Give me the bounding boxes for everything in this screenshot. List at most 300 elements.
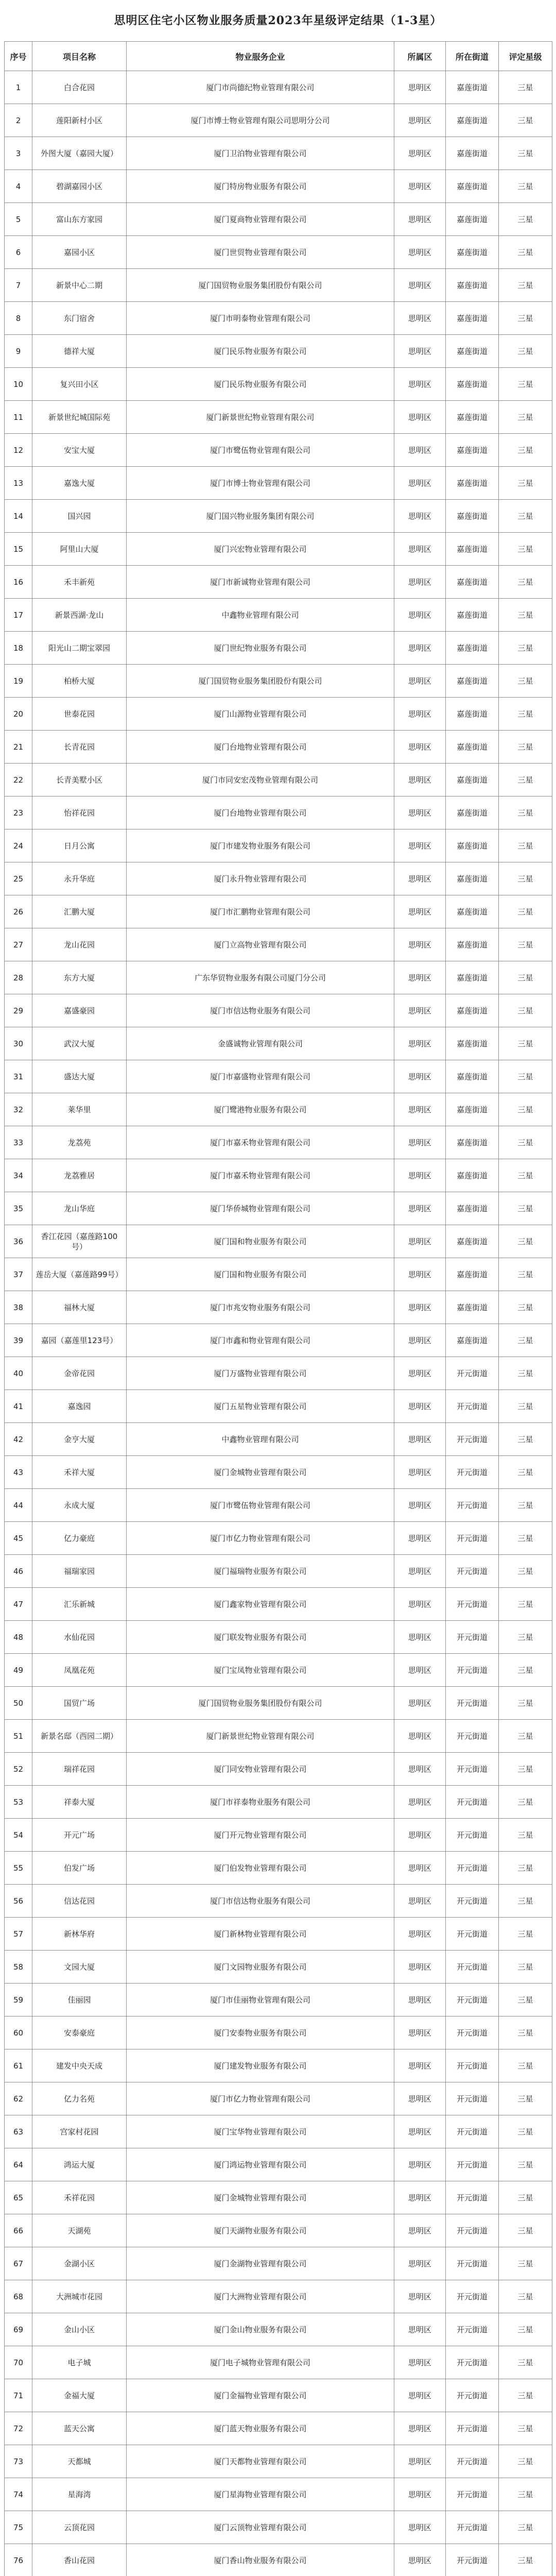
cell-no: 55: [5, 1852, 32, 1885]
cell-street: 开元街道: [446, 1984, 499, 2016]
cell-street: 开元街道: [446, 2313, 499, 2346]
cell-company: 厦门特房物业服务有限公司: [127, 170, 394, 203]
cell-no: 56: [5, 1885, 32, 1918]
cell-no: 28: [5, 961, 32, 994]
cell-name: 长青美墅小区: [32, 764, 127, 796]
cell-company: 厦门市兆安物业服务有限公司: [127, 1291, 394, 1324]
cell-district: 思明区: [394, 1159, 446, 1192]
cell-district: 思明区: [394, 2214, 446, 2247]
cell-name: 宫家村花园: [32, 2115, 127, 2148]
cell-street: 开元街道: [446, 2247, 499, 2280]
table-row: [5, 1555, 552, 1588]
cell-name: 龙荔雅居: [32, 1159, 127, 1192]
cell-no: 51: [5, 1720, 32, 1753]
cell-name: 香山花园: [32, 2544, 127, 2576]
cell-no: 16: [5, 566, 32, 599]
cell-street: 嘉莲街道: [446, 764, 499, 796]
cell-district: 思明区: [394, 632, 446, 665]
cell-company: 厦门五星物业管理有限公司: [127, 1390, 394, 1423]
cell-star: 三星: [499, 1720, 552, 1753]
cell-district: 思明区: [394, 1852, 446, 1885]
cell-star: 三星: [499, 1852, 552, 1885]
cell-no: 7: [5, 269, 32, 302]
cell-name: 德祥大厦: [32, 335, 127, 368]
cell-district: 思明区: [394, 731, 446, 764]
cell-street: 开元街道: [446, 2544, 499, 2576]
cell-street: 开元街道: [446, 2379, 499, 2412]
cell-district: 思明区: [394, 829, 446, 862]
cell-name: 新景西湖·龙山: [32, 599, 127, 632]
header-name: 项目名称: [32, 42, 127, 71]
cell-district: 思明区: [394, 368, 446, 401]
cell-star: 三星: [499, 104, 552, 137]
cell-star: 三星: [499, 2115, 552, 2148]
cell-no: 17: [5, 599, 32, 632]
cell-district: 思明区: [394, 1951, 446, 1984]
cell-no: 42: [5, 1423, 32, 1456]
cell-star: 三星: [499, 1654, 552, 1687]
table-row: [5, 764, 552, 796]
cell-no: 38: [5, 1291, 32, 1324]
cell-district: 思明区: [394, 2082, 446, 2115]
cell-district: 思明区: [394, 665, 446, 698]
cell-company: 厦门蓝天物业服务有限公司: [127, 2412, 394, 2445]
cell-star: 三星: [499, 1324, 552, 1357]
cell-company: 厦门市鹭伍物业管理有限公司: [127, 434, 394, 467]
cell-district: 思明区: [394, 533, 446, 566]
cell-district: 思明区: [394, 1291, 446, 1324]
table-row: [5, 2247, 552, 2280]
cell-star: 三星: [499, 1918, 552, 1951]
cell-company: 厦门市信达物业服务有限公司: [127, 994, 394, 1027]
cell-street: 开元街道: [446, 1885, 499, 1918]
cell-company: 厦门华侨城物业管理有限公司: [127, 1192, 394, 1225]
cell-name: 建发中央天成: [32, 2049, 127, 2082]
table-row: [5, 1225, 552, 1258]
cell-star: 三星: [499, 2379, 552, 2412]
table-row: [5, 2544, 552, 2576]
cell-no: 65: [5, 2181, 32, 2214]
cell-district: 思明区: [394, 302, 446, 335]
cell-company: 厦门电子城物业管理有限公司: [127, 2346, 394, 2379]
cell-name: 金湖小区: [32, 2247, 127, 2280]
cell-star: 三星: [499, 302, 552, 335]
cell-name: 禾丰新苑: [32, 566, 127, 599]
cell-district: 思明区: [394, 928, 446, 961]
cell-no: 20: [5, 698, 32, 731]
table-row: [5, 2148, 552, 2181]
cell-district: 思明区: [394, 434, 446, 467]
cell-name: 永升华庭: [32, 862, 127, 895]
cell-star: 三星: [499, 368, 552, 401]
cell-district: 思明区: [394, 401, 446, 434]
cell-company: 中鑫物业管理有限公司: [127, 599, 394, 632]
cell-star: 三星: [499, 2478, 552, 2511]
cell-no: 62: [5, 2082, 32, 2115]
cell-name: 国兴园: [32, 500, 127, 533]
cell-district: 思明区: [394, 1819, 446, 1852]
cell-no: 23: [5, 796, 32, 829]
cell-name: 金帝花园: [32, 1357, 127, 1390]
cell-street: 嘉莲街道: [446, 533, 499, 566]
cell-name: 东门宿舍: [32, 302, 127, 335]
cell-star: 三星: [499, 71, 552, 104]
cell-district: 思明区: [394, 137, 446, 170]
cell-name: 盛达大厦: [32, 1060, 127, 1093]
table-row: [5, 928, 552, 961]
cell-name: 蓝天公寓: [32, 2412, 127, 2445]
table-row: [5, 533, 552, 566]
cell-street: 嘉莲街道: [446, 467, 499, 500]
cell-district: 思明区: [394, 2148, 446, 2181]
cell-district: 思明区: [394, 2346, 446, 2379]
cell-street: 嘉莲街道: [446, 1291, 499, 1324]
cell-company: 厦门金城物业管理有限公司: [127, 1456, 394, 1489]
cell-company: 厦门鸿运物业管理有限公司: [127, 2148, 394, 2181]
table-row: [5, 895, 552, 928]
table-row: [5, 1753, 552, 1786]
table-row: [5, 203, 552, 236]
cell-no: 32: [5, 1093, 32, 1126]
cell-company: 厦门市建发物业服务有限公司: [127, 829, 394, 862]
cell-district: 思明区: [394, 599, 446, 632]
cell-name: 复兴田小区: [32, 368, 127, 401]
cell-no: 61: [5, 2049, 32, 2082]
cell-name: 嘉逸大厦: [32, 467, 127, 500]
cell-street: 嘉莲街道: [446, 368, 499, 401]
cell-district: 思明区: [394, 1489, 446, 1522]
cell-star: 三星: [499, 698, 552, 731]
cell-company: 厦门市嘉禾物业管理有限公司: [127, 1159, 394, 1192]
cell-company: 厦门民乐物业服务有限公司: [127, 368, 394, 401]
cell-name: 嘉园（嘉莲里123号）: [32, 1324, 127, 1357]
cell-no: 31: [5, 1060, 32, 1093]
cell-no: 66: [5, 2214, 32, 2247]
cell-street: 嘉莲街道: [446, 829, 499, 862]
cell-star: 三星: [499, 895, 552, 928]
table-row: [5, 566, 552, 599]
cell-district: 思明区: [394, 1093, 446, 1126]
cell-street: 开元街道: [446, 1522, 499, 1555]
cell-street: 开元街道: [446, 2082, 499, 2115]
table-row: [5, 1093, 552, 1126]
table-header-row: [5, 42, 552, 71]
cell-star: 三星: [499, 599, 552, 632]
cell-district: 思明区: [394, 1390, 446, 1423]
table-row: [5, 994, 552, 1027]
cell-star: 三星: [499, 1225, 552, 1258]
cell-no: 34: [5, 1159, 32, 1192]
cell-no: 71: [5, 2379, 32, 2412]
cell-star: 三星: [499, 1456, 552, 1489]
cell-name: 阳光山二期宝翠园: [32, 632, 127, 665]
cell-district: 思明区: [394, 2247, 446, 2280]
cell-company: 厦门市佳丽物业管理有限公司: [127, 1984, 394, 2016]
cell-street: 开元街道: [446, 2445, 499, 2478]
table-row: [5, 862, 552, 895]
cell-star: 三星: [499, 1951, 552, 1984]
cell-star: 三星: [499, 2082, 552, 2115]
table-row: [5, 1324, 552, 1357]
table-row: [5, 1720, 552, 1753]
table-row: [5, 1390, 552, 1423]
cell-no: 27: [5, 928, 32, 961]
cell-no: 19: [5, 665, 32, 698]
cell-name: 文园大厦: [32, 1951, 127, 1984]
cell-company: 厦门天湖物业服务有限公司: [127, 2214, 394, 2247]
cell-name: 金山小区: [32, 2313, 127, 2346]
cell-district: 思明区: [394, 1885, 446, 1918]
cell-street: 嘉莲街道: [446, 928, 499, 961]
cell-district: 思明区: [394, 1324, 446, 1357]
cell-district: 思明区: [394, 467, 446, 500]
table-row: [5, 1951, 552, 1984]
cell-no: 21: [5, 731, 32, 764]
cell-star: 三星: [499, 2181, 552, 2214]
cell-star: 三星: [499, 2346, 552, 2379]
cell-company: 厦门鑫家物业管理有限公司: [127, 1588, 394, 1621]
table-row: [5, 500, 552, 533]
cell-company: 厦门福瑞物业服务有限公司: [127, 1555, 394, 1588]
cell-company: 厦门国贸物业服务集团股份有限公司: [127, 1687, 394, 1720]
cell-street: 嘉莲街道: [446, 71, 499, 104]
table-row: [5, 2049, 552, 2082]
cell-street: 嘉莲街道: [446, 994, 499, 1027]
cell-company: 厦门金福物业管理有限公司: [127, 2379, 394, 2412]
cell-no: 76: [5, 2544, 32, 2576]
cell-star: 三星: [499, 236, 552, 269]
cell-no: 44: [5, 1489, 32, 1522]
cell-star: 三星: [499, 2313, 552, 2346]
cell-name: 阿里山大厦: [32, 533, 127, 566]
cell-no: 14: [5, 500, 32, 533]
cell-street: 嘉莲街道: [446, 796, 499, 829]
cell-district: 思明区: [394, 170, 446, 203]
table-row: [5, 401, 552, 434]
cell-company: 厦门世纪物业服务有限公司: [127, 632, 394, 665]
cell-star: 三星: [499, 632, 552, 665]
cell-district: 思明区: [394, 2049, 446, 2082]
cell-company: 厦门星海物业管理有限公司: [127, 2478, 394, 2511]
cell-street: 开元街道: [446, 1819, 499, 1852]
cell-district: 思明区: [394, 1423, 446, 1456]
cell-district: 思明区: [394, 1687, 446, 1720]
cell-name: 国贸广场: [32, 1687, 127, 1720]
table-row: [5, 1159, 552, 1192]
cell-district: 思明区: [394, 2280, 446, 2313]
cell-street: 开元街道: [446, 1654, 499, 1687]
cell-district: 思明区: [394, 1918, 446, 1951]
cell-company: 厦门金湖物业管理有限公司: [127, 2247, 394, 2280]
cell-street: 开元街道: [446, 1852, 499, 1885]
table-row: [5, 1192, 552, 1225]
cell-street: 嘉莲街道: [446, 698, 499, 731]
cell-street: 开元街道: [446, 2181, 499, 2214]
cell-name: 天都城: [32, 2445, 127, 2478]
table-row: [5, 335, 552, 368]
cell-company: 厦门市亿力物业管理有限公司: [127, 1522, 394, 1555]
cell-street: 开元街道: [446, 1753, 499, 1786]
cell-district: 思明区: [394, 2016, 446, 2049]
cell-street: 嘉莲街道: [446, 104, 499, 137]
table-row: [5, 1423, 552, 1456]
cell-district: 思明区: [394, 1456, 446, 1489]
cell-no: 4: [5, 170, 32, 203]
cell-star: 三星: [499, 2148, 552, 2181]
table-row: [5, 1918, 552, 1951]
cell-company: 广东华贸物业服务有限公司厦门分公司: [127, 961, 394, 994]
cell-no: 26: [5, 895, 32, 928]
header-district: 所属区: [394, 42, 446, 71]
cell-district: 思明区: [394, 1225, 446, 1258]
cell-company: 厦门立高物业管理有限公司: [127, 928, 394, 961]
cell-district: 思明区: [394, 1357, 446, 1390]
cell-district: 思明区: [394, 1522, 446, 1555]
cell-star: 三星: [499, 1621, 552, 1654]
cell-street: 开元街道: [446, 1357, 499, 1390]
cell-company: 厦门香山物业服务有限公司: [127, 2544, 394, 2576]
cell-star: 三星: [499, 1786, 552, 1819]
cell-no: 73: [5, 2445, 32, 2478]
table-row: [5, 2445, 552, 2478]
cell-street: 嘉莲街道: [446, 1159, 499, 1192]
cell-name: 新林华府: [32, 1918, 127, 1951]
cell-no: 45: [5, 1522, 32, 1555]
cell-star: 三星: [499, 2016, 552, 2049]
cell-name: 大洲城市花园: [32, 2280, 127, 2313]
cell-no: 2: [5, 104, 32, 137]
cell-district: 思明区: [394, 2511, 446, 2544]
cell-street: 开元街道: [446, 1951, 499, 1984]
cell-street: 嘉莲街道: [446, 1126, 499, 1159]
table-row: [5, 1786, 552, 1819]
cell-no: 40: [5, 1357, 32, 1390]
cell-company: 厦门建发物业服务有限公司: [127, 2049, 394, 2082]
cell-name: 凤凰花苑: [32, 1654, 127, 1687]
cell-street: 嘉莲街道: [446, 665, 499, 698]
cell-company: 厦门台地物业管理有限公司: [127, 796, 394, 829]
cell-street: 嘉莲街道: [446, 1192, 499, 1225]
cell-name: 鸿运大厦: [32, 2148, 127, 2181]
cell-star: 三星: [499, 1753, 552, 1786]
cell-star: 三星: [499, 434, 552, 467]
table-row: [5, 1126, 552, 1159]
cell-no: 49: [5, 1654, 32, 1687]
cell-street: 嘉莲街道: [446, 170, 499, 203]
cell-street: 开元街道: [446, 1555, 499, 1588]
cell-no: 12: [5, 434, 32, 467]
cell-name: 嘉盛豪园: [32, 994, 127, 1027]
cell-district: 思明区: [394, 1258, 446, 1291]
cell-name: 禾祥花园: [32, 2181, 127, 2214]
table-row: [5, 467, 552, 500]
cell-district: 思明区: [394, 269, 446, 302]
cell-name: 开元广场: [32, 1819, 127, 1852]
cell-no: 35: [5, 1192, 32, 1225]
cell-street: 开元街道: [446, 2280, 499, 2313]
table-row: [5, 829, 552, 862]
cell-company: 厦门市博士物业管理有限公司: [127, 467, 394, 500]
cell-star: 三星: [499, 1258, 552, 1291]
cell-company: 金盛诚物业管理有限公司: [127, 1027, 394, 1060]
cell-star: 三星: [499, 1357, 552, 1390]
cell-company: 厦门市博士物业管理有限公司思明分公司: [127, 104, 394, 137]
cell-name: 香江花园（嘉莲路100号）: [32, 1225, 127, 1258]
cell-company: 厦门市同安宏茂物业管理有限公司: [127, 764, 394, 796]
cell-name: 亿力豪庭: [32, 1522, 127, 1555]
table-row: [5, 2181, 552, 2214]
cell-name: 安宝大厦: [32, 434, 127, 467]
cell-star: 三星: [499, 1555, 552, 1588]
cell-no: 33: [5, 1126, 32, 1159]
table-row: [5, 1687, 552, 1720]
cell-star: 三星: [499, 829, 552, 862]
cell-street: 开元街道: [446, 2412, 499, 2445]
cell-star: 三星: [499, 1093, 552, 1126]
table-row: [5, 599, 552, 632]
cell-no: 6: [5, 236, 32, 269]
table-row: [5, 170, 552, 203]
cell-star: 三星: [499, 2511, 552, 2544]
cell-no: 9: [5, 335, 32, 368]
cell-name: 新景世纪城国际苑: [32, 401, 127, 434]
cell-no: 48: [5, 1621, 32, 1654]
cell-street: 嘉莲街道: [446, 961, 499, 994]
cell-name: 佳丽园: [32, 1984, 127, 2016]
cell-star: 三星: [499, 401, 552, 434]
cell-no: 74: [5, 2478, 32, 2511]
table-row: [5, 137, 552, 170]
cell-no: 41: [5, 1390, 32, 1423]
cell-no: 52: [5, 1753, 32, 1786]
cell-company: 厦门新林物业管理有限公司: [127, 1918, 394, 1951]
table-row: [5, 2082, 552, 2115]
cell-company: 厦门天都物业管理有限公司: [127, 2445, 394, 2478]
cell-star: 三星: [499, 1984, 552, 2016]
cell-star: 三星: [499, 1687, 552, 1720]
cell-star: 三星: [499, 731, 552, 764]
cell-company: 厦门世贸物业管理有限公司: [127, 236, 394, 269]
cell-company: 厦门市鹭伍物业管理有限公司: [127, 1489, 394, 1522]
table-row: [5, 302, 552, 335]
cell-street: 开元街道: [446, 1390, 499, 1423]
cell-street: 开元街道: [446, 1720, 499, 1753]
table-row: [5, 2511, 552, 2544]
cell-street: 嘉莲街道: [446, 599, 499, 632]
cell-company: 厦门市新诚物业管理有限公司: [127, 566, 394, 599]
cell-name: 云顶花园: [32, 2511, 127, 2544]
table-row: [5, 2412, 552, 2445]
table-row: [5, 2379, 552, 2412]
cell-street: 开元街道: [446, 1588, 499, 1621]
table-row: [5, 632, 552, 665]
cell-star: 三星: [499, 2247, 552, 2280]
cell-district: 思明区: [394, 2445, 446, 2478]
cell-street: 开元街道: [446, 1918, 499, 1951]
cell-company: 厦门永升物业管理有限公司: [127, 862, 394, 895]
cell-street: 开元街道: [446, 1423, 499, 1456]
cell-street: 嘉莲街道: [446, 1027, 499, 1060]
cell-star: 三星: [499, 2445, 552, 2478]
cell-district: 思明区: [394, 1654, 446, 1687]
cell-star: 三星: [499, 961, 552, 994]
cell-no: 54: [5, 1819, 32, 1852]
cell-name: 新景中心二期: [32, 269, 127, 302]
cell-star: 三星: [499, 928, 552, 961]
cell-company: 厦门新景世纪物业管理有限公司: [127, 1720, 394, 1753]
cell-star: 三星: [499, 1522, 552, 1555]
cell-district: 思明区: [394, 1786, 446, 1819]
